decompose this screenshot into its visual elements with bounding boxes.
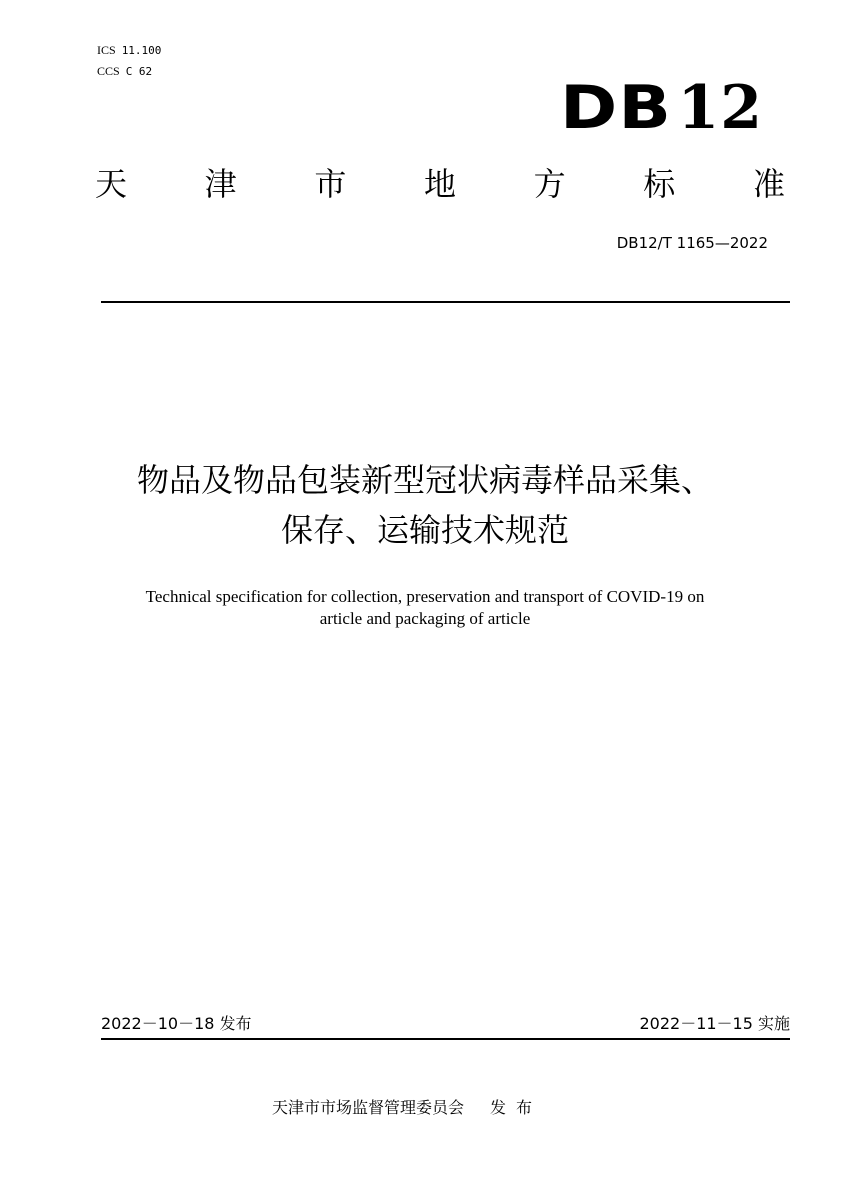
standard-type-char: 天 bbox=[95, 165, 128, 203]
logo-letters: DB bbox=[560, 73, 673, 143]
title-chinese-line-1: 物品及物品包装新型冠状病毒样品采集、 bbox=[136, 461, 713, 499]
title-english-line-2: article and packaging of article bbox=[319, 609, 531, 628]
publisher-name: 天津市市场监督管理委员会 bbox=[272, 1098, 465, 1117]
standard-type-char: 地 bbox=[423, 165, 456, 203]
implementation-date: 2022－11－15 实施 bbox=[639, 1014, 790, 1033]
document-title-chinese bbox=[60, 455, 790, 555]
db-logo bbox=[560, 75, 763, 141]
standard-type-char: 方 bbox=[533, 165, 566, 203]
header-divider bbox=[101, 301, 790, 303]
publisher-line bbox=[272, 1097, 542, 1119]
ccs-code bbox=[97, 63, 152, 80]
ccs-label: CCS bbox=[97, 64, 120, 78]
standard-number: DB12/T 1165—2022 bbox=[616, 234, 768, 252]
document-title-english bbox=[60, 586, 790, 630]
standard-type-char: 准 bbox=[752, 165, 785, 203]
footer-divider bbox=[101, 1038, 790, 1040]
issue-date: 2022－10－18 发布 bbox=[101, 1014, 252, 1033]
standard-type-char: 市 bbox=[314, 165, 347, 203]
logo-number: 12 bbox=[677, 73, 764, 143]
publisher-action: 发布 bbox=[490, 1098, 543, 1117]
standard-type-char: 标 bbox=[643, 165, 676, 203]
ics-code bbox=[97, 42, 161, 59]
ics-value: 11.100 bbox=[121, 44, 162, 57]
standard-type-heading bbox=[95, 162, 785, 206]
standard-type-char: 津 bbox=[204, 165, 237, 203]
ics-label: ICS bbox=[97, 43, 116, 57]
title-chinese-line-2: 保存、运输技术规范 bbox=[280, 511, 569, 549]
title-english-line-1: Technical specification for collection, preservation and transport of COVID-19 on bbox=[145, 587, 705, 606]
ccs-value: C 62 bbox=[125, 65, 153, 78]
